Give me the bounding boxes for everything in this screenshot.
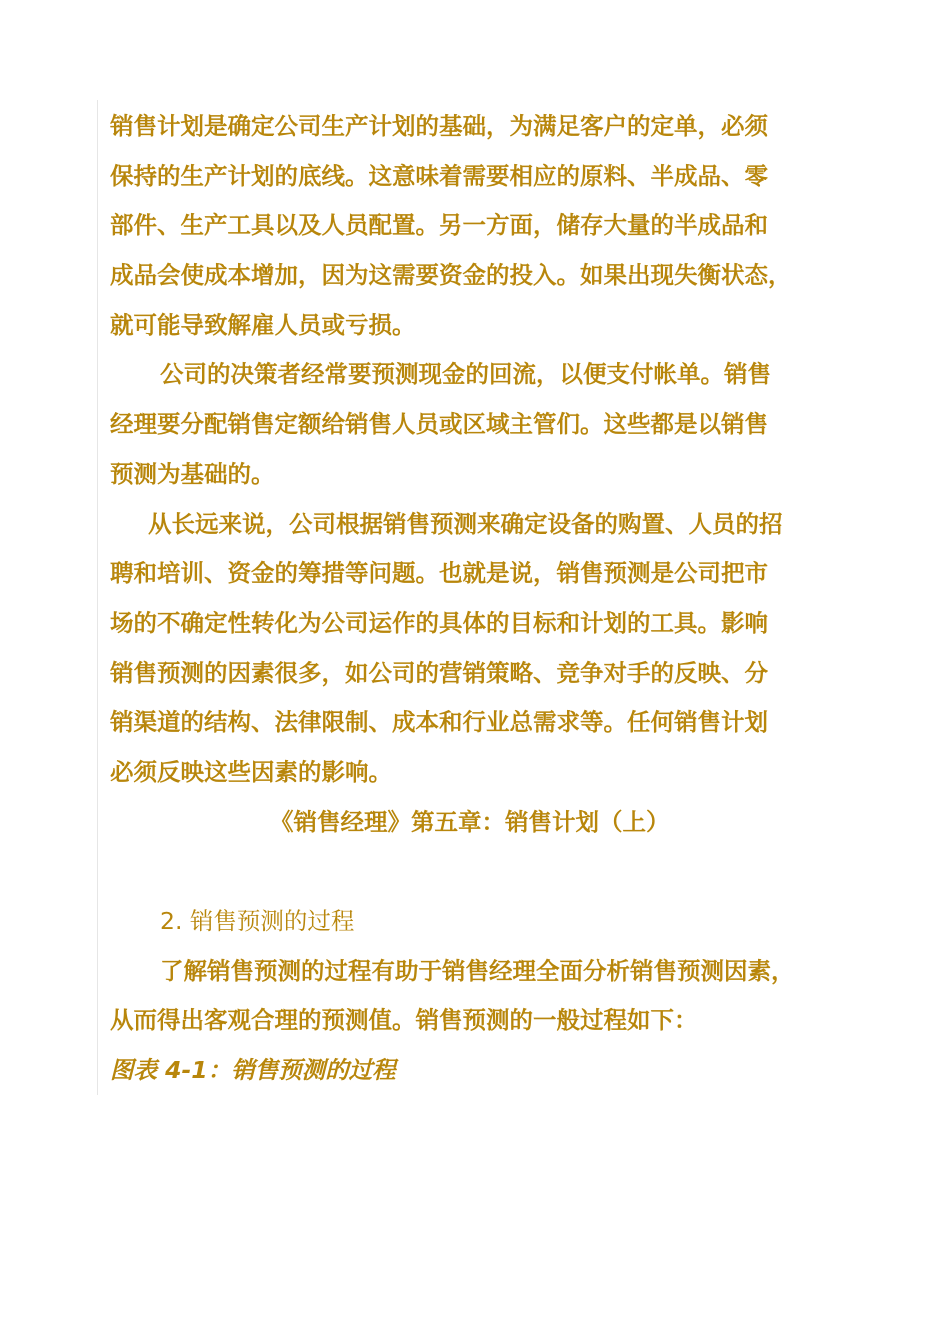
paragraph-1-line: 成品会使成本增加，因为这需要资金的投入。如果出现失衡状态，: [110, 261, 792, 290]
paragraph-3-line: 从长远来说，公司根据销售预测来确定设备的购置、人员的招: [148, 509, 783, 538]
paragraph-3-line: 必须反映这些因素的影响。: [110, 757, 392, 786]
paragraph-4-line: 从而得出客观合理的预测值。销售预测的一般过程如下：: [110, 1006, 698, 1035]
paragraph-4-line: 了解销售预测的过程有助于销售经理全面分析销售预测因素，: [160, 956, 795, 985]
paragraph-3: [110, 500, 855, 798]
paragraph-1-line: 部件、生产工具以及人员配置。另一方面，储存大量的半成品和: [110, 211, 768, 240]
paragraph-2: [110, 350, 855, 499]
section-heading: 2. 销售预测的过程: [160, 907, 355, 935]
paragraph-1-line: 销售计划是确定公司生产计划的基础，为满足客户的定单，必须: [110, 112, 768, 140]
paragraph-3-line: 销售预测的因素很多，如公司的营销策略、竞争对手的反映、分: [110, 658, 768, 687]
paragraph-2-line: 公司的决策者经常要预测现金的回流，以便支付帐单。销售: [160, 360, 771, 389]
paragraph-2-line: 经理要分配销售定额给销售人员或区域主管们。这些都是以销售: [110, 410, 768, 439]
blank-line: [110, 847, 855, 897]
paragraph-1-line: 保持的生产计划的底线。这意味着需要相应的原料、半成品、零: [110, 161, 768, 190]
paragraph-4: [110, 947, 855, 1046]
figure-caption: 图表 4-1：销售预测的过程: [110, 1056, 396, 1085]
source-title: 《销售经理》第五章：销售计划（上）: [270, 807, 670, 836]
document-body: [110, 102, 855, 1096]
paragraph-3-line: 聘和培训、资金的筹措等问题。也就是说，销售预测是公司把市: [110, 559, 768, 588]
paragraph-2-line: 预测为基础的。: [110, 459, 275, 488]
paragraph-1-line: 就可能导致解雇人员或亏损。: [110, 310, 416, 339]
margin-rule: [97, 100, 98, 1095]
paragraph-3-line: 销渠道的结构、法律限制、成本和行业总需求等。任何销售计划: [110, 708, 768, 737]
paragraph-3-line: 场的不确定性转化为公司运作的具体的目标和计划的工具。影响: [110, 608, 768, 637]
paragraph-1: [110, 102, 855, 350]
